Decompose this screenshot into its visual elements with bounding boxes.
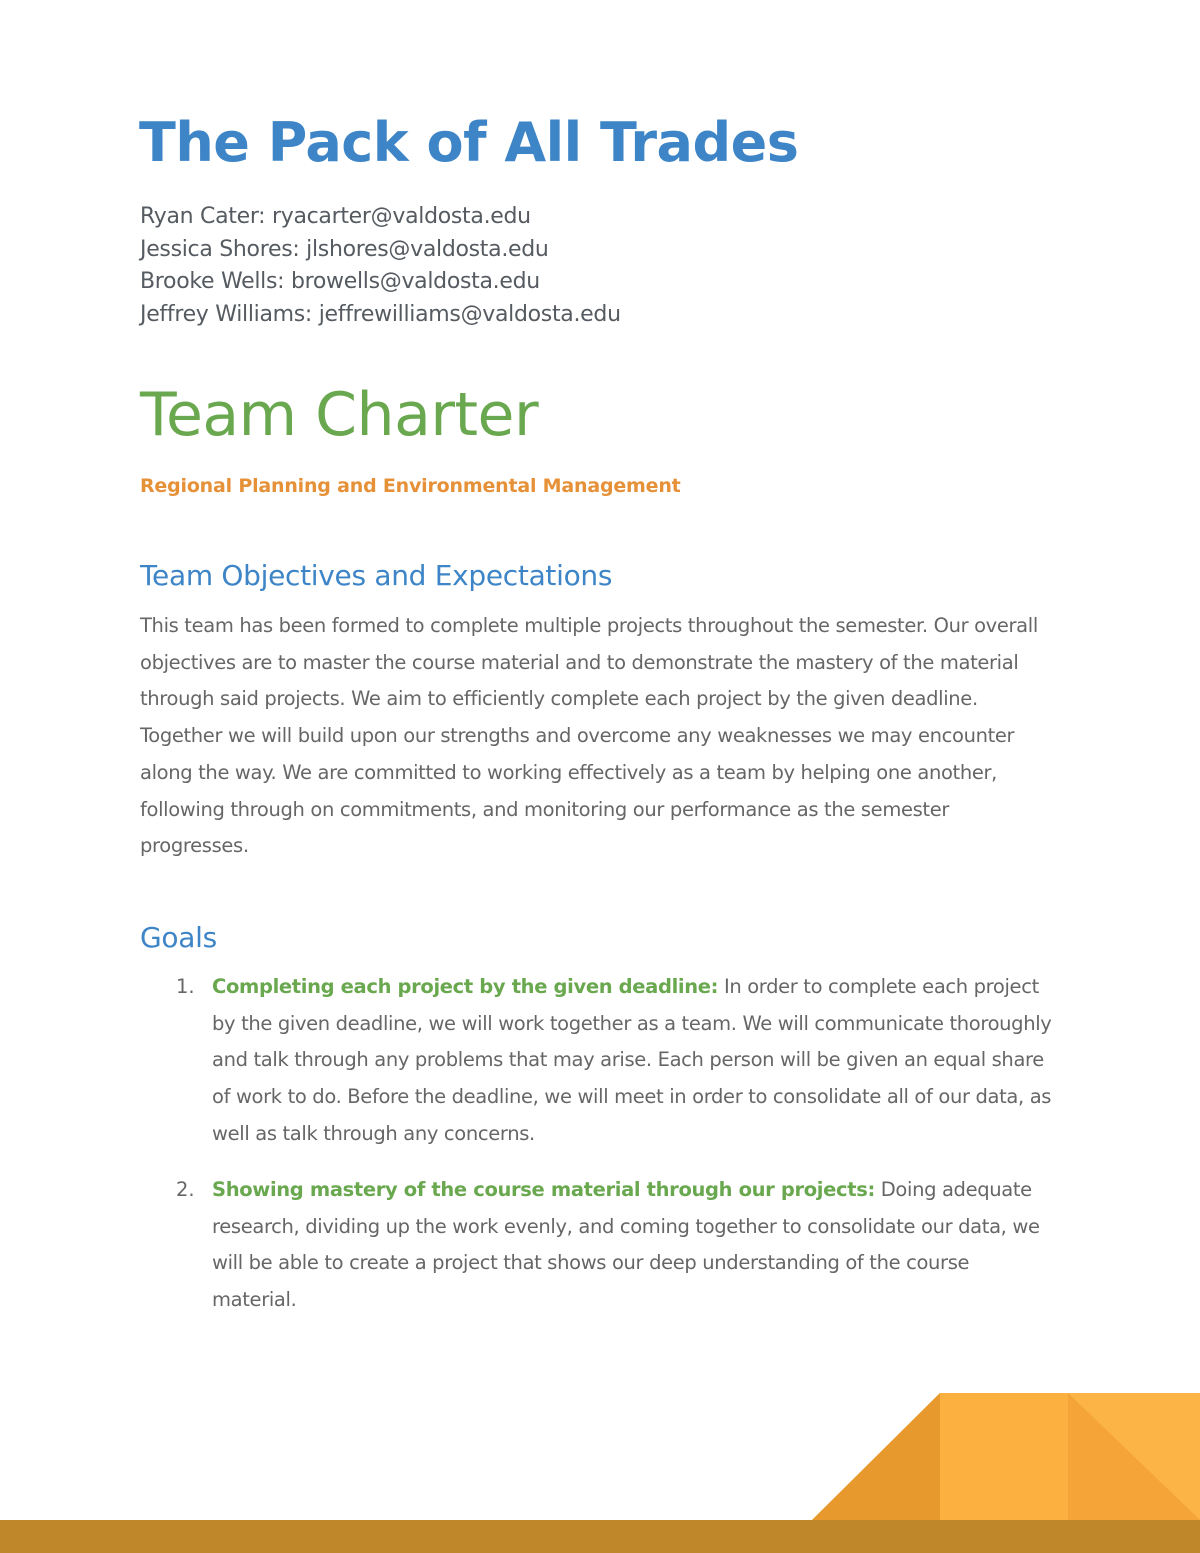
goal-lead: Showing mastery of the course material through our projects: bbox=[212, 1178, 875, 1201]
goal-text bbox=[212, 969, 1057, 1153]
member-entry: Brooke Wells: browells@valdosta.edu bbox=[140, 269, 540, 295]
member-list bbox=[140, 201, 621, 331]
footer-decoration bbox=[0, 1380, 1200, 1553]
member-entry: Jessica Shores: jlshores@valdosta.edu bbox=[140, 236, 549, 262]
objectives-paragraph: This team has been formed to complete multiple projects throughout the semester. Our overall objectives are to master the course material and to demonstrate the mastery of the material through said projects. We aim to efficiently complete each project by the given deadline. Together we will build upon our strengths and overcome any weaknesses we may encounter along the way. We are committed to working effectively as a team by helping one another, following through on commitments, and monitoring our performance as the semester progresses. bbox=[140, 614, 1038, 858]
footer-band bbox=[0, 1520, 1200, 1553]
footer-orange-facet-left bbox=[812, 1393, 940, 1520]
member-entry: Ryan Cater: ryacarter@valdosta.edu bbox=[140, 204, 531, 229]
team-name-heading: The Pack of All Trades bbox=[139, 111, 799, 174]
goal-number: 1. bbox=[176, 975, 195, 998]
document-subtitle: Regional Planning and Environmental Management bbox=[140, 475, 681, 497]
footer-orange-facet-mid bbox=[940, 1393, 1068, 1520]
goal-description: Doing adequate research, dividing up the work evenly, and coming together to consolidate our data, we will be able to create a project that shows our deep understanding of the course material. bbox=[212, 1178, 1040, 1312]
objectives-heading: Team Objectives and Expectations bbox=[140, 559, 613, 592]
goal-lead: Completing each project by the given deadline: bbox=[212, 975, 719, 998]
member-entry: Jeffrey Williams: jeffrewilliams@valdosta.edu bbox=[140, 301, 621, 327]
document-title: Team Charter bbox=[140, 380, 539, 450]
goal-number: 2. bbox=[176, 1178, 195, 1201]
goal-text bbox=[212, 1172, 1057, 1319]
goals-heading: Goals bbox=[140, 921, 217, 954]
goal-description: In order to complete each project by the given deadline, we will work together as a team. We will communicate thoroughly and talk through any problems that may arise. Each person will be given an equal share of work to do. Before the deadline, we will meet in order to consolidate all of our data, as well as talk through any concerns. bbox=[212, 975, 1052, 1145]
